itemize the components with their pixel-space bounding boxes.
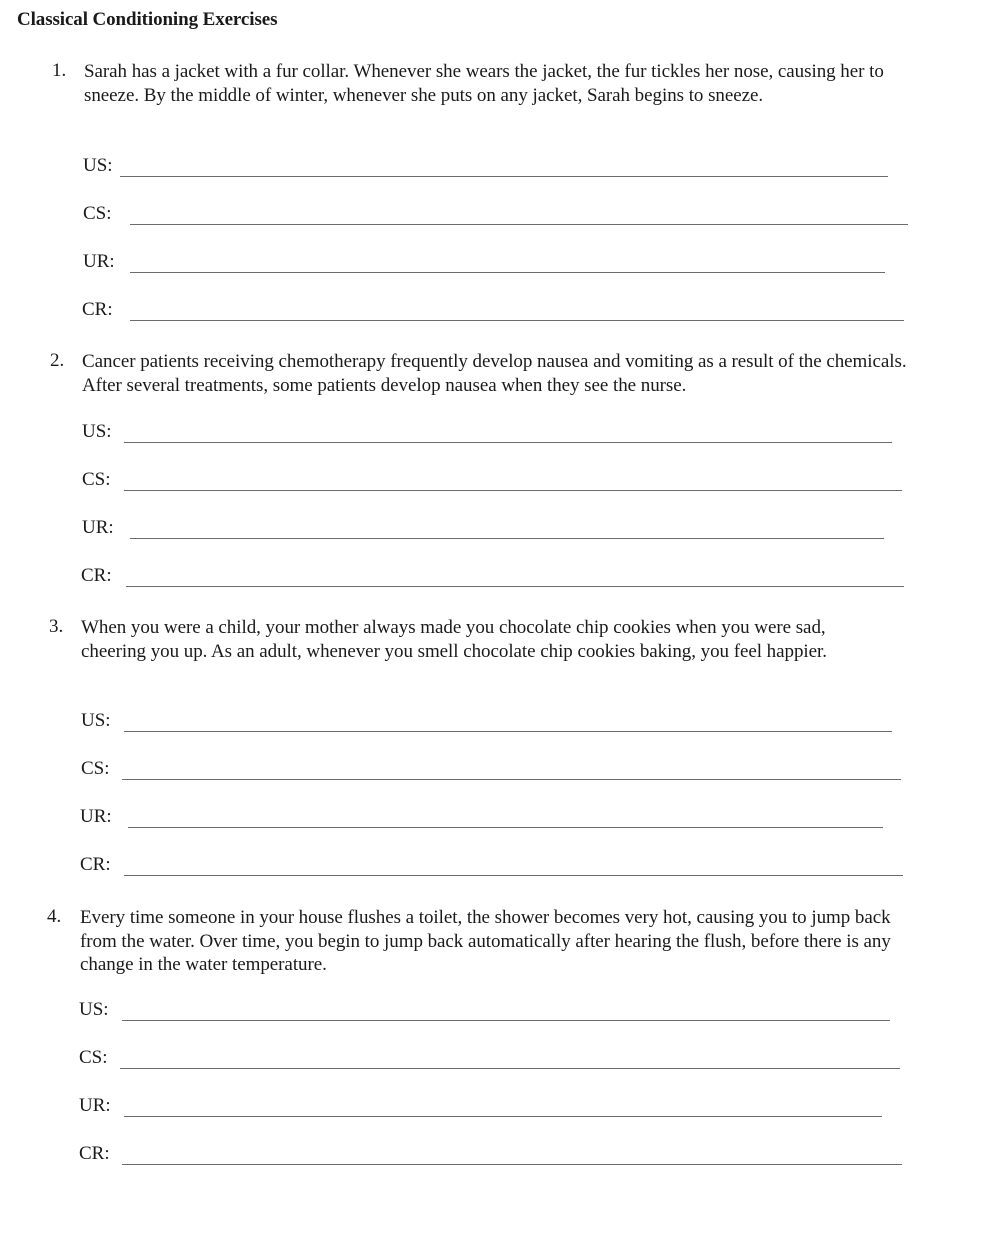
question-text: Cancer patients receiving chemotherapy frequently develop nausea and vomiting as a result of the chemicals. After several treatments, some patients develop nausea when they see the nurse.	[82, 351, 907, 396]
answer-label: CR:	[81, 565, 112, 586]
answer-cs-1	[0, 203, 1003, 233]
answer-line[interactable]	[124, 875, 903, 876]
question-number: 3.	[49, 616, 64, 637]
answer-label: UR:	[80, 806, 112, 827]
answer-cr-3	[0, 854, 1003, 884]
answer-label: CS:	[83, 203, 112, 224]
answer-line[interactable]	[124, 731, 892, 732]
answer-line[interactable]	[130, 224, 908, 225]
answer-label: UR:	[82, 517, 114, 538]
answer-label: CR:	[82, 299, 113, 320]
question-text: When you were a child, your mother always made you chocolate chip cookies when you were sad, cheering you up. As an adult, whenever you smell chocolate chip cookies baking, you feel happier.	[81, 617, 827, 662]
question-number: 2.	[50, 350, 65, 371]
worksheet-title: Classical Conditioning Exercises	[17, 9, 278, 30]
answer-line[interactable]	[120, 176, 888, 177]
answer-line[interactable]	[122, 779, 901, 780]
answer-ur-4	[0, 1095, 1003, 1125]
answer-line[interactable]	[122, 1164, 902, 1165]
answer-line[interactable]	[130, 272, 885, 273]
answer-us-2	[0, 421, 1003, 451]
question-text: Sarah has a jacket with a fur collar. Whenever she wears the jacket, the fur tickles her nose, causing her to sneeze. By the middle of winter, whenever she puts on any jacket, Sarah begins to sneeze.	[84, 61, 884, 106]
answer-label: UR:	[79, 1095, 111, 1116]
answer-label: CR:	[79, 1143, 110, 1164]
answer-cs-4	[0, 1047, 1003, 1077]
answer-line[interactable]	[130, 538, 884, 539]
answer-line[interactable]	[122, 1020, 890, 1021]
question-number: 4.	[47, 906, 62, 927]
answer-label: CS:	[79, 1047, 108, 1068]
answer-cr-4	[0, 1143, 1003, 1173]
answer-ur-2	[0, 517, 1003, 547]
question-number: 1.	[52, 60, 67, 81]
answer-cs-3	[0, 758, 1003, 788]
answer-label: US:	[83, 155, 113, 176]
answer-us-4	[0, 999, 1003, 1029]
answer-us-1	[0, 155, 1003, 185]
answer-label: US:	[81, 710, 111, 731]
answer-line[interactable]	[130, 320, 904, 321]
answer-label: CS:	[82, 469, 111, 490]
answer-us-3	[0, 710, 1003, 740]
answer-label: US:	[82, 421, 112, 442]
answer-label: CR:	[80, 854, 111, 875]
question-text: Every time someone in your house flushes a toilet, the shower becomes very hot, causing you to jump back from the water. Over time, you begin to jump back automatically after hearing the flush, before there is any change in the water temperature.	[80, 907, 891, 975]
answer-label: UR:	[83, 251, 115, 272]
answer-ur-1	[0, 251, 1003, 281]
answer-label: CS:	[81, 758, 110, 779]
answer-line[interactable]	[124, 1116, 882, 1117]
answer-ur-3	[0, 806, 1003, 836]
answer-line[interactable]	[124, 490, 902, 491]
answer-line[interactable]	[126, 586, 904, 587]
answer-cr-1	[0, 299, 1003, 329]
answer-cr-2	[0, 565, 1003, 595]
answer-line[interactable]	[124, 442, 892, 443]
answer-line[interactable]	[128, 827, 883, 828]
answer-cs-2	[0, 469, 1003, 499]
answer-label: US:	[79, 999, 109, 1020]
answer-line[interactable]	[120, 1068, 900, 1069]
